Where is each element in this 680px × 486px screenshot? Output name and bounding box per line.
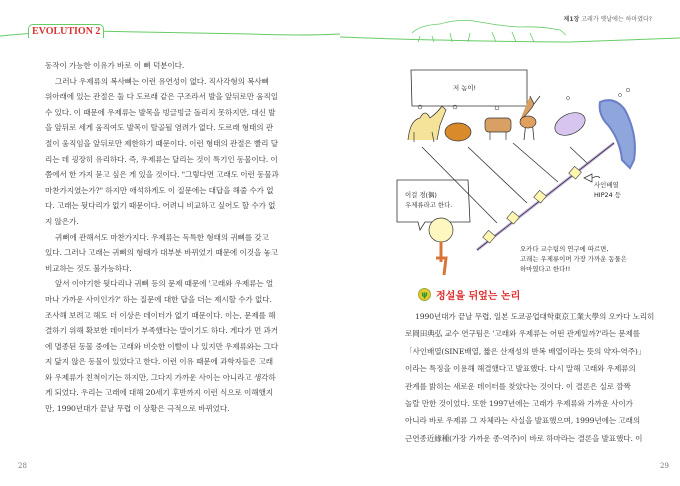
caption-line-1: 오카다 교수팀의 연구에 따르면, bbox=[520, 245, 609, 253]
text-line: 마나 가까운 사이인가?' 하는 질문에 대한 답을 더는 제시할 수가 없다. bbox=[45, 294, 272, 304]
caption-line-3: 하마였다고 한다!! bbox=[520, 265, 571, 273]
series-label: EVOLUTION 2 bbox=[28, 24, 104, 38]
text-line: 절이 움직임을 앞뒤로만 제한하기 때문이다. 이런 형태의 관절은 빨리 달 bbox=[45, 138, 278, 148]
text-line: 그러나 우제류의 복사뼈는 이런 유연성이 없다. 직사각형의 복사뼈 bbox=[55, 76, 269, 86]
text-line: 에 멸종된 동물 중에는 고래와 비슷한 이빨이 나 있지만 우제류와는 그다 bbox=[45, 341, 278, 351]
text-line: 조사해 보려고 해도 더 이상은 데이터가 없기 때문이다. 이는, 문제를 해 bbox=[45, 310, 276, 320]
section-icon: ψ bbox=[418, 288, 431, 301]
section-title: 정설을 뒤엎는 논리 bbox=[436, 291, 521, 302]
chapter-number: 제1장 bbox=[563, 16, 580, 23]
caption-line-2: 고래는 우제류이며 가장 가까운 동물은 bbox=[520, 255, 627, 263]
text-line: 귀뼈에 관해서도 마찬가지다. 우제류는 독특한 형태의 귀뼈를 갖고 bbox=[55, 232, 269, 242]
text-line: 리는 데 굉장히 유리하다. 즉, 우제류는 달리는 것이 특기인 동물이다. 이 bbox=[45, 154, 278, 164]
text-line: 다. 고래는 뒷다리가 없기 때문이다. 어려니 비교하고 싶어도 할 수가 없 bbox=[45, 201, 276, 211]
text-line: 앞서 이야기한 뒷다리나 귀뼈 등의 문제 때문에 '고래와 우제류는 얼 bbox=[55, 279, 274, 289]
right-page bbox=[340, 0, 680, 486]
text-line: 비교하는 것도 불가능하다. bbox=[45, 263, 132, 273]
page-number: 29 bbox=[660, 462, 669, 470]
text-line: 있다. 그러나 고래는 귀뼈의 형태가 대부분 바뀌었기 때문에 이것을 놓고 bbox=[45, 248, 278, 258]
text-line: 결하기 위해 확보한 데이터가 부족했다는 말이기도 하다. 게다가 먼 과거 bbox=[45, 326, 278, 336]
marker-label-1: 사인배열 bbox=[594, 181, 619, 189]
text-line: 이라는 특징을 이용해 해결했다고 발표했다. 다시 말해 고래와 우제류의 bbox=[405, 364, 636, 374]
text-line: 을 앞뒤로 세게 움직여도 발목이 탈골될 염려가 없다. 도르래 형태의 관 bbox=[45, 123, 274, 133]
text-line: 「사인배열(SINE배열, 짧은 산재성의 반복 배열이라는 뜻의 약자-역주)」 bbox=[405, 346, 646, 356]
right-body-text bbox=[405, 308, 655, 447]
text-line: 위아래에 있는 관절은 둘 다 도르래 같은 구조라서 발을 앞뒤로만 움직일 bbox=[45, 92, 278, 102]
text-line: 아니라 바로 우제류 그 자체라는 사실을 발표했으며, 1999년에는 고래의 bbox=[405, 416, 641, 426]
text-line: 게 되었다. 우리는 고래에 대해 20세기 후반까지 이런 식으로 이해했지 bbox=[45, 388, 273, 398]
text-line: 쯤에서 한 가지 묻고 싶은 게 있을 것이다. "그렇다면 고래도 이런 동물과 bbox=[45, 170, 279, 180]
text-line: 관계를 밝히는 새로운 데이터를 찾았다는 것이다. 이 결론은 실로 깜짝 bbox=[405, 381, 631, 391]
person-bubble-line-2: 우제류라고 한다. bbox=[405, 201, 453, 209]
text-line: 지 닮지 않은 동물이 있었다고 한다. 이런 이유 때문에 과학자들은 고래 bbox=[45, 357, 274, 367]
text-line: 만, 1990년대가 끝날 무렵 이 상황은 극적으로 바뀌었다. bbox=[45, 404, 230, 414]
text-line: 로岡田典弘 교수 연구팀은 '고래와 우제류는 어떤 관계일까?'라는 문제를 bbox=[405, 329, 641, 339]
text-line: 지 않은가. bbox=[45, 216, 79, 226]
chapter-title: 고래가 옛날에는 하마였다? bbox=[581, 16, 652, 23]
top-bubble-text: 저 놈이! bbox=[453, 84, 477, 92]
text-line: 마찬가지였는가?" 하지만 애석하게도 이 질문에는 대답을 해줄 수가 없 bbox=[45, 185, 274, 195]
section-heading bbox=[418, 287, 520, 302]
text-line: 와 우제류가 친척이기는 하지만, 그다지 가까운 사이는 아니라고 생각하 bbox=[45, 372, 276, 382]
text-line: 놀랄 만한 것이었다. 또한 1997년에는 고래가 우제류와 가까운 사이가 bbox=[405, 399, 633, 409]
person-bubble-line-1: 이걸 경(偶) bbox=[405, 191, 437, 199]
marker-label-2: HIP24 등 bbox=[594, 191, 621, 199]
chapter-header bbox=[564, 14, 652, 23]
left-body-text bbox=[45, 58, 280, 417]
text-line: 근연종近緣種(가장 가까운 종-역주)이 바로 하마라는 결론을 발표했다. 이 bbox=[405, 433, 643, 443]
text-line: 1990년대가 끝날 무렵, 일본 도쿄공업대학東京工業大學의 오카다 노리히 bbox=[415, 312, 655, 321]
text-line: 동작이 가능한 이유가 바로 이 뼈 덕분이다. bbox=[45, 61, 185, 70]
text-line: 수 있다. 이 때문에 우제류는 발목을 빙글빙글 돌리지 못하지만, 대신 발 bbox=[45, 107, 276, 117]
page-number: 28 bbox=[18, 462, 27, 470]
